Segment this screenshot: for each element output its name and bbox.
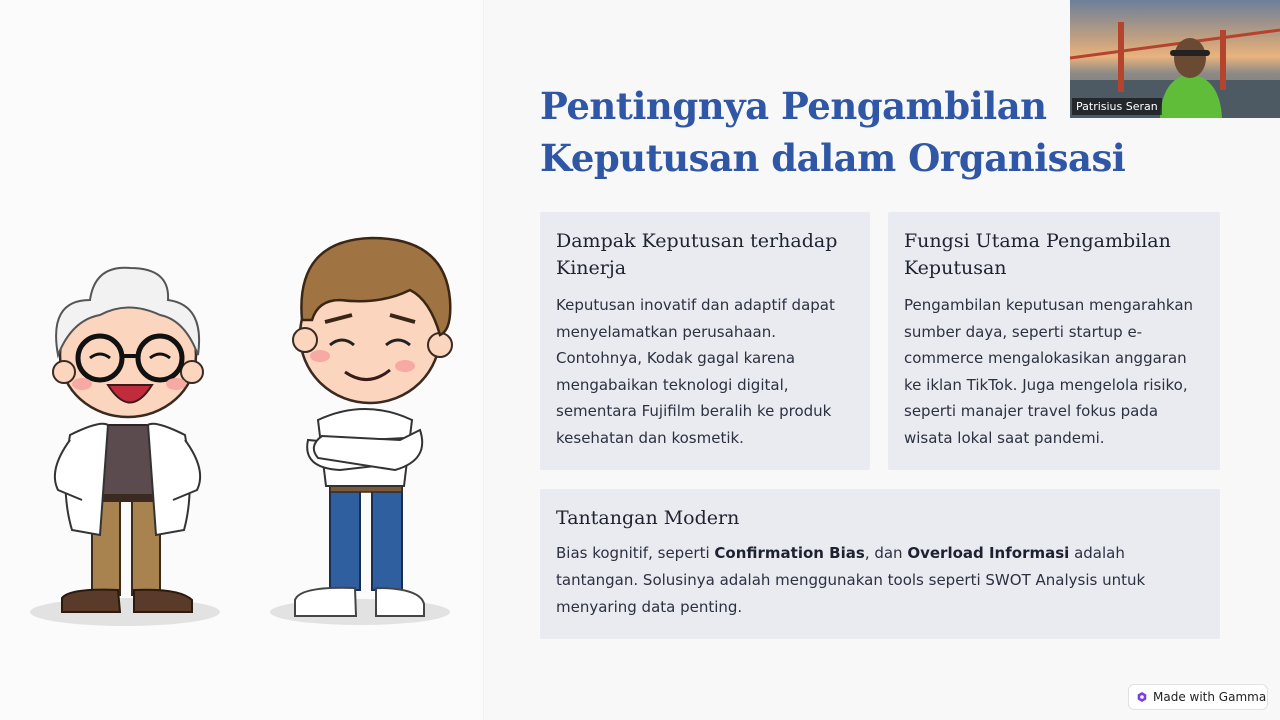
card-text-part: Bias kognitif, seperti	[556, 544, 715, 562]
card-title: Fungsi Utama Pengambilan Keputusan	[904, 230, 1171, 279]
card-tantangan-modern	[540, 489, 1220, 639]
slide-title	[540, 80, 1140, 184]
badge-label: Made with Gamma	[1153, 690, 1267, 704]
participant-name: Patrisius Seran	[1072, 98, 1162, 115]
slide-title-line2: Keputusan dalam Organisasi	[540, 136, 1126, 180]
gamma-logo-icon	[1137, 692, 1147, 702]
card-text: Pengambilan keputusan mengarahkan sumber daya, seperti startup e-commerce mengalokasikan anggaran ke iklan TikTok. Juga mengelola risiko, seperti manajer travel fokus pada wisata lokal saat pandemi.	[904, 296, 1194, 447]
card-fungsi-utama	[888, 212, 1220, 470]
card-dampak-keputusan	[540, 212, 870, 470]
card-title: Dampak Keputusan terhadap Kinerja	[556, 230, 838, 279]
card-text-bold: Overload Informasi	[907, 544, 1070, 562]
card-text-part: , dan	[864, 544, 908, 562]
card-text-part: adalah tantangan. Solusinya adalah menggunakan tools seperti SWOT Analysis untuk menyaring data penting.	[556, 544, 1146, 616]
made-with-gamma-badge[interactable]	[1128, 684, 1268, 710]
cartoon-characters-icon	[0, 0, 484, 720]
card-text: Keputusan inovatif dan adaptif dapat menyelamatkan perusahaan. Contohnya, Kodak gagal karena mengabaikan teknologi digital, sementara Fujifilm beralih ke produk kesehatan dan kosmetik.	[556, 296, 835, 447]
card-title: Tantangan Modern	[556, 507, 740, 529]
illustration-panel	[0, 0, 484, 720]
slide-title-line1: Pentingnya Pengambilan	[540, 84, 1047, 128]
card-text-bold: Confirmation Bias	[714, 544, 865, 562]
card-text	[556, 540, 1204, 621]
webcam-video-tile[interactable]	[1070, 0, 1280, 118]
